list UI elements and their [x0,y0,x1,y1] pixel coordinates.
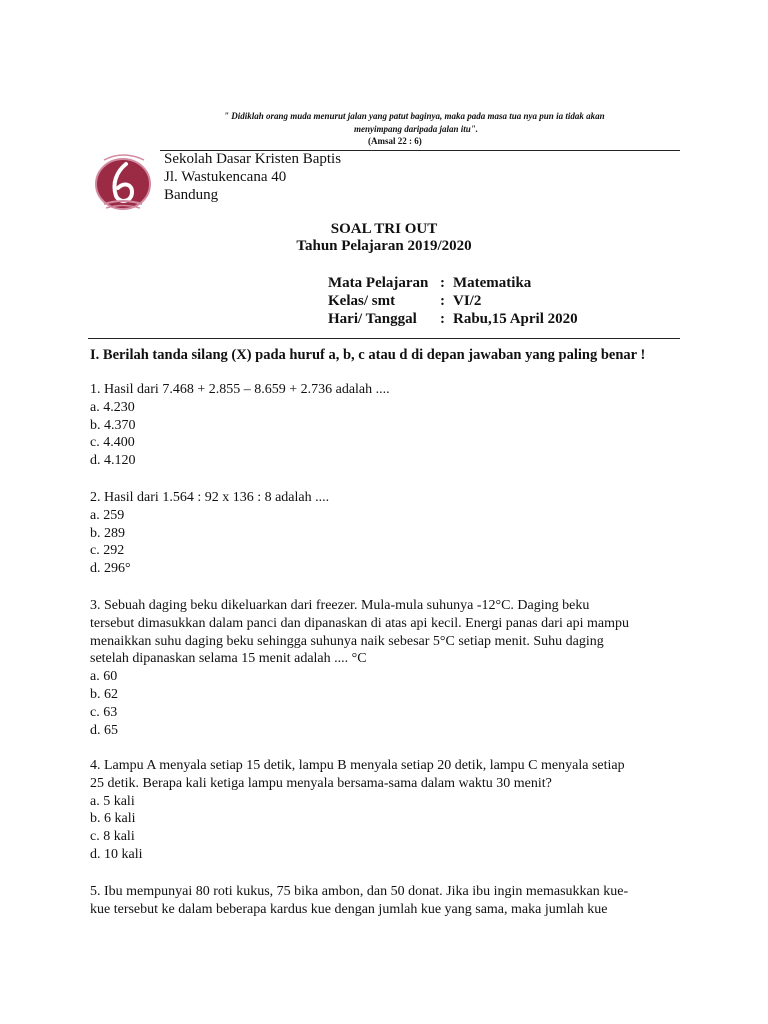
question-text: 2. Hasil dari 1.564 : 92 x 136 : 8 adalah .... [90,490,330,505]
option-c[interactable]: c. 4.400 [90,435,135,451]
school-logo [86,148,160,214]
option-d[interactable]: d. 65 [90,722,118,738]
option-b[interactable]: b. 6 kali [90,811,136,827]
option-a[interactable]: a. 60 [90,669,118,685]
question-3 [90,597,680,739]
section-rule [88,338,680,339]
info-label: Kelas/ smt [328,293,396,309]
school-name: Sekolah Dasar Kristen Baptis [164,151,342,167]
question-text-line: 5. Ibu mempunyai 80 roti kukus, 75 bika ambon, dan 50 donat. Jika ibu ingin memasukkan kue- [90,884,629,899]
option-b[interactable]: b. 4.370 [90,417,136,433]
info-value: Rabu,15 April 2020 [453,311,578,327]
option-b[interactable]: b. 62 [90,686,118,702]
question-text: 1. Hasil dari 7.468 + 2.855 – 8.659 + 2.736 adalah .... [90,382,390,397]
exam-title: SOAL TRI OUT [330,221,438,237]
question-5 [90,883,680,919]
option-d[interactable]: d. 10 kali [90,846,143,862]
info-separator: : [440,275,445,291]
question-text-line: tersebut dimasukkan dalam panci dan dipanaskan di atas api kecil. Energi panas dari api mampu [90,615,629,631]
header-quote-line-1: " Didiklah orang muda menurut jalan yang patut baginya, maka pada masa tua nya pun ia tidak akan [224,111,605,121]
question-text-line: kue tersebut ke dalam beberapa kardus kue dengan jumlah kue yang sama, maka jumlah kue [90,901,608,917]
option-a[interactable]: a. 5 kali [90,793,135,809]
info-label: Hari/ Tanggal [328,311,417,327]
info-separator: : [440,293,445,309]
option-c[interactable]: c. 8 kali [90,829,135,845]
exam-year: Tahun Pelajaran 2019/2020 [296,238,472,254]
info-value: VI/2 [453,293,482,309]
question-text-line: 4. Lampu A menyala setiap 15 detik, lampu B menyala setiap 20 detik, lampu C menyala setiap [90,758,625,773]
option-c[interactable]: c. 63 [90,704,118,720]
header-quote-line-2: menyimpang daripada jalan itu". [354,124,479,134]
info-row-date [0,311,768,329]
info-separator: : [440,311,445,327]
question-text-line: 3. Sebuah daging beku dikeluarkan dari freezer. Mula-mula suhunya -12°C. Daging beku [90,598,590,613]
question-1 [90,381,680,470]
instruction: I. Berilah tanda silang (X) pada huruf a, b, c atau d di depan jawaban yang paling benar ! [90,347,646,363]
question-4 [90,757,680,864]
question-text-line: setelah dipanaskan selama 15 menit adalah .... °C [90,651,367,667]
info-value: Matematika [453,275,532,291]
option-d[interactable]: d. 4.120 [90,453,136,469]
option-c[interactable]: c. 292 [90,543,125,559]
option-a[interactable]: a. 4.230 [90,399,135,415]
option-d[interactable]: d. 296° [90,561,131,577]
option-a[interactable]: a. 259 [90,507,125,523]
info-label: Mata Pelajaran [328,275,429,291]
school-logo-icon [86,148,160,214]
question-text-line: menaikkan suhu daging beku sehingga suhunya naik sebesar 5°C setiap menit. Suhu daging [90,633,604,649]
header-quote-reference: (Amsal 22 : 6) [368,136,422,146]
school-city: Bandung [164,187,219,203]
question-text-line: 25 detik. Berapa kali ketiga lampu menyala bersama-sama dalam waktu 30 menit? [90,775,552,791]
info-row-class [0,293,768,311]
info-row-subject [0,275,768,293]
option-b[interactable]: b. 289 [90,525,125,541]
school-address: Jl. Wastukencana 40 [164,169,287,185]
question-2 [90,489,680,578]
